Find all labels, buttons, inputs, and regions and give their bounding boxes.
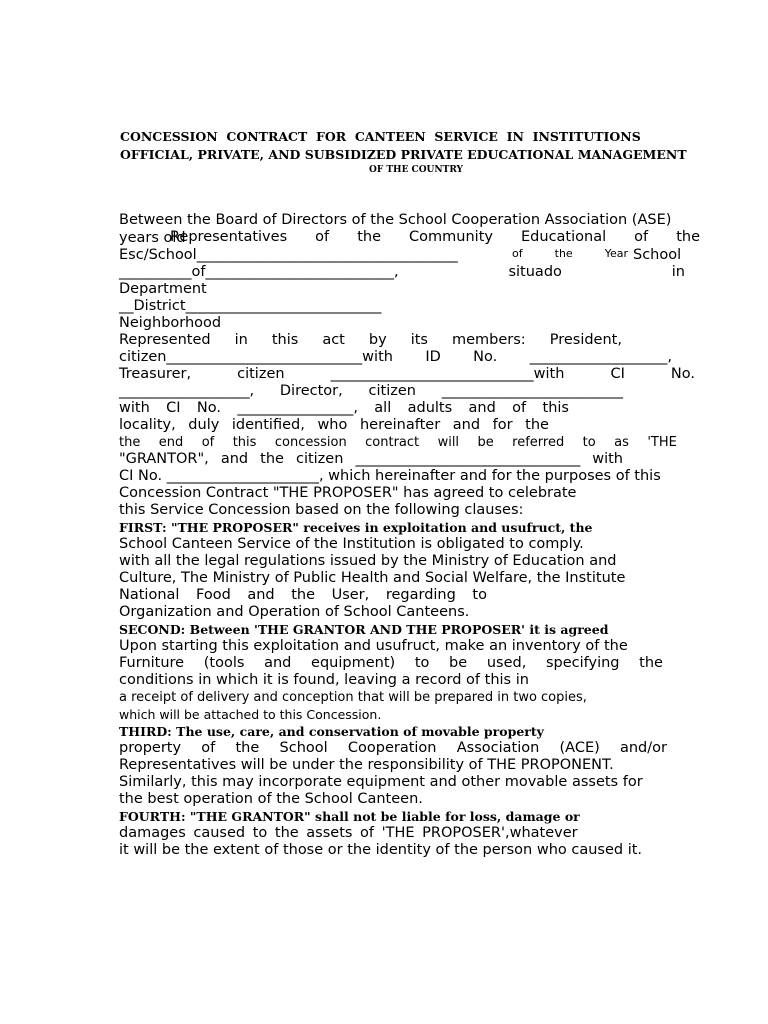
- para-line-6: __District___________________________: [119, 298, 382, 314]
- para-line-16: CI No. _____________________, which hereinafter and for the purposes of this: [119, 468, 661, 484]
- para-line-15: "GRANTOR", and the citizen _______________________________ with: [119, 451, 623, 467]
- para-line-35: the best operation of the School Canteen.: [119, 791, 423, 807]
- para-line-28: conditions in which it is found, leaving a record of this in: [119, 672, 529, 688]
- para-line-3b: of the Year: [512, 247, 628, 260]
- para-line-12: with CI No. ________________, all adults and of this: [119, 400, 569, 416]
- para-line-1: Between the Board of Directors of the School Cooperation Association (ASE): [119, 212, 672, 228]
- title-line-2: OFFICIAL, PRIVATE, AND SUBSIDIZED PRIVATE EDUCATIONAL MANAGEMENT: [120, 147, 687, 162]
- para-line-17: Concession Contract "THE PROPOSER" has agreed to celebrate: [119, 485, 577, 501]
- para-line-14: the end of this concession contract will be referred to as 'THE: [119, 435, 677, 450]
- para-line-3c: School: [633, 247, 682, 263]
- para-line-21: with all the legal regulations issued by the Ministry of Education and: [119, 553, 617, 569]
- para-line-26: Upon starting this exploitation and usufruct, make an inventory of the: [119, 638, 628, 654]
- para-line-2a: years old: [119, 230, 186, 246]
- para-line-8: Represented in this act by its members: President,: [119, 332, 622, 348]
- para-line-2b: Representatives of the Community Educational of the: [170, 229, 700, 245]
- para-line-29: a receipt of delivery and conception that will be prepared in two copies,: [119, 690, 587, 705]
- para-line-13: locality, duly identified, who hereinafter and for the: [119, 417, 549, 433]
- para-line-3a: Esc/School____________________________________: [119, 247, 458, 263]
- para-line-22: Culture, The Ministry of Public Health and Social Welfare, the Institute: [119, 570, 626, 586]
- para-line-20: School Canteen Service of the Institution is obligated to comply.: [119, 536, 584, 552]
- para-line-32: property of the School Cooperation Association (ACE) and/or: [119, 740, 667, 756]
- para-line-38: it will be the extent of those or the identity of the person who caused it.: [119, 842, 643, 858]
- para-line-23: National Food and the User, regarding to: [119, 587, 487, 603]
- clause-first-heading: FIRST: "THE PROPOSER" receives in exploitation and usufruct, the: [119, 520, 593, 535]
- clause-third-heading: THIRD: The use, care, and conservation of movable property: [119, 724, 544, 739]
- para-line-7: Neighborhood: [119, 315, 222, 331]
- para-line-27: Furniture (tools and equipment) to be used, specifying the: [119, 655, 663, 671]
- title-line-3: OF THE COUNTRY: [369, 165, 463, 175]
- para-line-33: Representatives will be under the responsibility of THE PROPONENT.: [119, 757, 614, 773]
- para-line-10: Treasurer, citizen ____________________________with CI No.: [119, 366, 695, 382]
- para-line-30: which will be attached to this Concession.: [119, 707, 382, 722]
- clause-fourth-heading: FOURTH: "THE GRANTOR" shall not be liable for loss, damage or: [119, 809, 580, 824]
- para-line-18: this Service Concession based on the following clauses:: [119, 502, 524, 518]
- para-line-34: Similarly, this may incorporate equipment and other movable assets for: [119, 774, 643, 790]
- para-line-37: damages caused to the assets of 'THE PROPOSER',whatever: [119, 825, 578, 841]
- para-line-11: __________________, Director, citizen _________________________: [119, 383, 623, 399]
- para-line-5: Department: [119, 281, 207, 297]
- para-line-9: citizen___________________________with ID No. ___________________,: [119, 349, 672, 365]
- para-line-24: Organization and Operation of School Canteens.: [119, 604, 470, 620]
- clause-second-heading: SECOND: Between 'THE GRANTOR AND THE PROPOSER' it is agreed: [119, 622, 609, 637]
- para-line-4: __________of__________________________, situado in: [119, 264, 685, 280]
- title-line-1: CONCESSION CONTRACT FOR CANTEEN SERVICE IN INSTITUTIONS: [120, 129, 641, 144]
